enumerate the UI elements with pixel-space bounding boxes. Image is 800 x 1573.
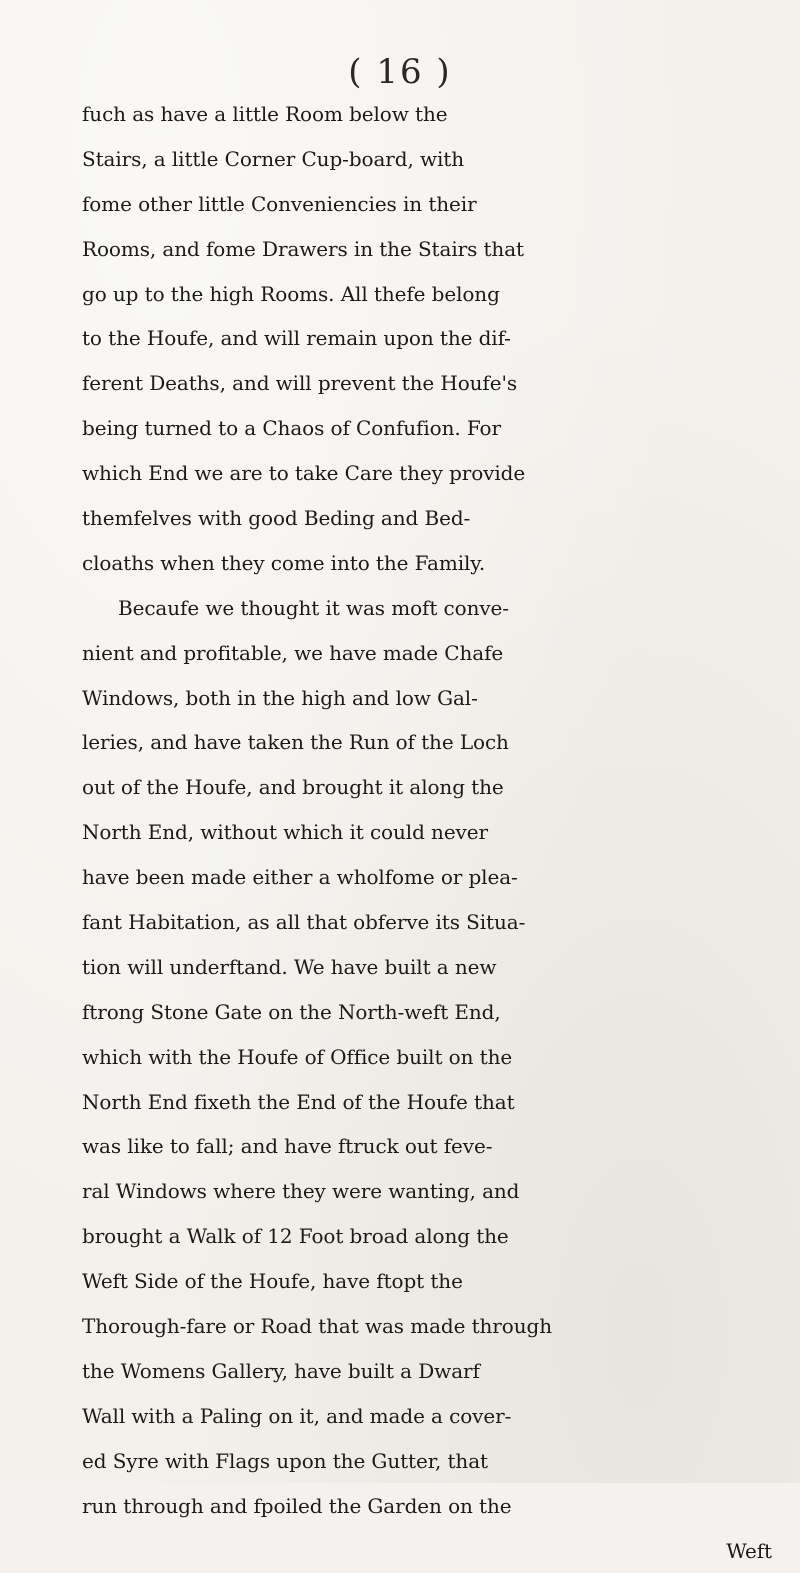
text-line: have been made either a wholfome or plea- xyxy=(82,855,798,900)
text-line: Weft Side of the Houfe, have ftopt the xyxy=(82,1259,798,1304)
catchword: Weft xyxy=(82,1529,798,1573)
text-line: fant Habitation, as all that obferve its Situa- xyxy=(82,900,798,945)
text-line: Thorough-fare or Road that was made through xyxy=(82,1304,798,1349)
text-line: North End fixeth the End of the Houfe that xyxy=(82,1080,798,1125)
text-line: nient and profitable, we have made Chafe xyxy=(82,631,798,676)
text-line: ed Syre with Flags upon the Gutter, that xyxy=(82,1439,798,1484)
text-line: fome other little Conveniencies in their xyxy=(82,182,798,227)
text-line: run through and fpoiled the Garden on the xyxy=(82,1484,798,1529)
text-line: being turned to a Chaos of Confufion. For xyxy=(82,406,798,451)
text-line: out of the Houfe, and brought it along the xyxy=(82,765,798,810)
text-line: Becaufe we thought it was moft conve- xyxy=(82,586,798,631)
text-line: cloaths when they come into the Family. xyxy=(82,541,798,586)
text-line: ferent Deaths, and will prevent the Houfe's xyxy=(82,361,798,406)
text-line: brought a Walk of 12 Foot broad along the xyxy=(82,1214,798,1259)
text-line: was like to fall; and have ftruck out feve- xyxy=(82,1124,798,1169)
text-line: North End, without which it could never xyxy=(82,810,798,855)
text-line: leries, and have taken the Run of the Loch xyxy=(82,720,798,765)
text-line: which End we are to take Care they provide xyxy=(82,451,798,496)
text-line: Rooms, and fome Drawers in the Stairs that xyxy=(82,227,798,272)
text-line: go up to the high Rooms. All thefe belong xyxy=(82,272,798,317)
text-line: the Womens Gallery, have built a Dwarf xyxy=(82,1349,798,1394)
text-line: ral Windows where they were wanting, and xyxy=(82,1169,798,1214)
text-line: tion will underftand. We have built a new xyxy=(82,945,798,990)
body-text xyxy=(82,92,798,1573)
text-line: fuch as have a little Room below the xyxy=(82,92,798,137)
text-line: which with the Houfe of Office built on the xyxy=(82,1035,798,1080)
page-number: ( 16 ) xyxy=(0,52,800,92)
text-line: Windows, both in the high and low Gal- xyxy=(82,676,798,721)
text-line: ftrong Stone Gate on the North-weft End, xyxy=(82,990,798,1035)
text-line: to the Houfe, and will remain upon the dif- xyxy=(82,316,798,361)
text-line: Stairs, a little Corner Cup-board, with xyxy=(82,137,798,182)
text-line: themfelves with good Beding and Bed- xyxy=(82,496,798,541)
text-line: Wall with a Paling on it, and made a cover- xyxy=(82,1394,798,1439)
